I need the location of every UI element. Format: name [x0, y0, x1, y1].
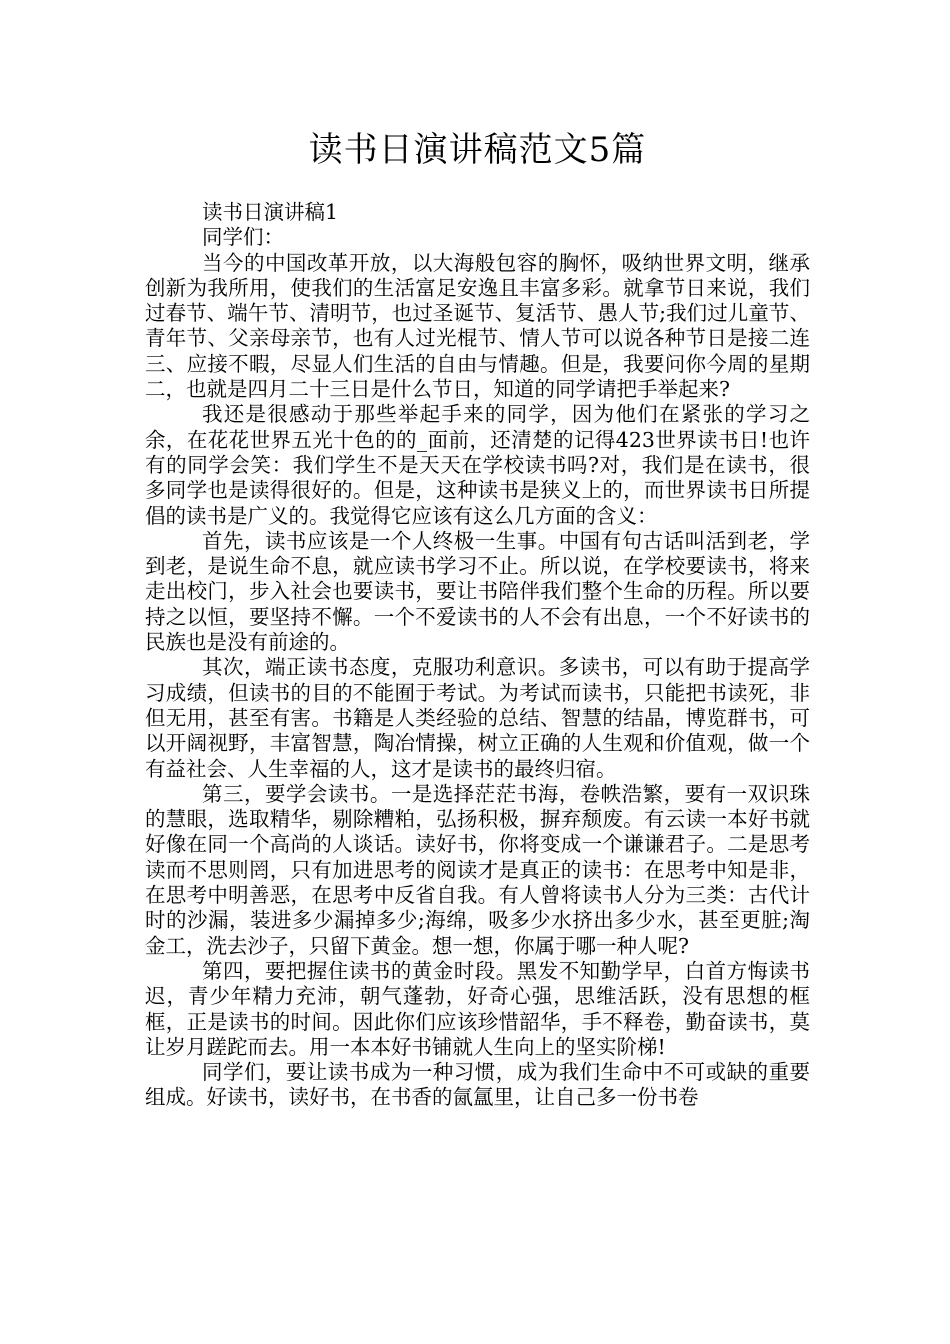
- paragraph: 同学们，要让读书成为一种习惯，成为我们生命中不可或缺的重要组成。好读书，读好书，在书香的氤氲里，让自己多一份书卷: [145, 1060, 810, 1110]
- paragraph: 当今的中国改革开放，以大海般包容的胸怀，吸纳世界文明，继承创新为我所用，使我们的生活富足安逸且丰富多彩。就拿节日来说，我们过春节、端午节、清明节，也过圣诞节、复活节、愚人节;我们过儿童节、青年节、父亲母亲节，也有人过光棍节、情人节可以说各种节日是接二连三、应接不暇，尽显人们生活的自由与情趣。但是，我要问你今周的星期二，也就是四月二十三日是什么节日，知道的同学请把手举起来?: [145, 250, 810, 402]
- paragraph: 第四，要把握住读书的黄金时段。黑发不知勤学早，白首方悔读书迟，青少年精力充沛，朝气蓬勃，好奇心强，思维活跃，没有思想的框框，正是读书的时间。因此你们应该珍惜韶华，手不释卷，勤奋读书，莫让岁月蹉跎而去。用一本本好书铺就人生向上的坚实阶梯!: [145, 958, 810, 1059]
- paragraph: 其次，端正读书态度，克服功利意识。多读书，可以有助于提高学习成绩，但读书的目的不能囿于考试。为考试而读书，只能把书读死，非但无用，甚至有害。书籍是人类经验的总结、智慧的结晶，博览群书，可以开阔视野，丰富智慧，陶冶情操，树立正确的人生观和价值观，做一个有益社会、人生幸福的人，这才是读书的最终归宿。: [145, 655, 810, 781]
- paragraph: 第三，要学会读书。一是选择茫茫书海，卷帙浩繁，要有一双识珠的慧眼，选取精华，剔除糟粕，弘扬积极，摒弃颓废。有云读一本好书就好像在同一个高尚的人谈话。读好书，你将变成一个谦谦君子。二是思考读而不思则罔，只有加进思考的阅读才是真正的读书：在思考中知是非，在思考中明善恶，在思考中反省自我。有人曾将读书人分为三类：古代计时的沙漏，装进多少漏掉多少;海绵，吸多少水挤出多少水，甚至更脏;淘金工，洗去沙子，只留下黄金。想一想，你属于哪一种人呢?: [145, 781, 810, 958]
- salutation: 同学们：: [202, 225, 284, 250]
- paragraph: 我还是很感动于那些举起手来的同学，因为他们在紧张的学习之余，在花花世界五光十色的的_面前，还清楚的记得423世界读书日!也许有的同学会笑：我们学生不是天天在学校读书吗?对，我们是在读书，很多同学也是读得很好的。但是，这种读书是狭义上的，而世界读书日所提倡的读书是广义的。我觉得它应该有这么几方面的含义：: [145, 402, 810, 528]
- document-title: 读书日演讲稿范文5篇: [308, 130, 647, 170]
- paragraph: 首先，读书应该是一个人终极一生事。中国有句古话叫活到老，学到老，是说生命不息，就应读书学习不止。所以说，在学校要读书，将来走出校门，步入社会也要读书，要让书陪伴我们整个生命的历程。所以要持之以恒，要坚持不懈。一个不爱读书的人不会有出息，一个不好读书的民族也是没有前途的。: [145, 528, 810, 655]
- section-heading: 读书日演讲稿1: [202, 200, 339, 224]
- document-body: [145, 200, 810, 1111]
